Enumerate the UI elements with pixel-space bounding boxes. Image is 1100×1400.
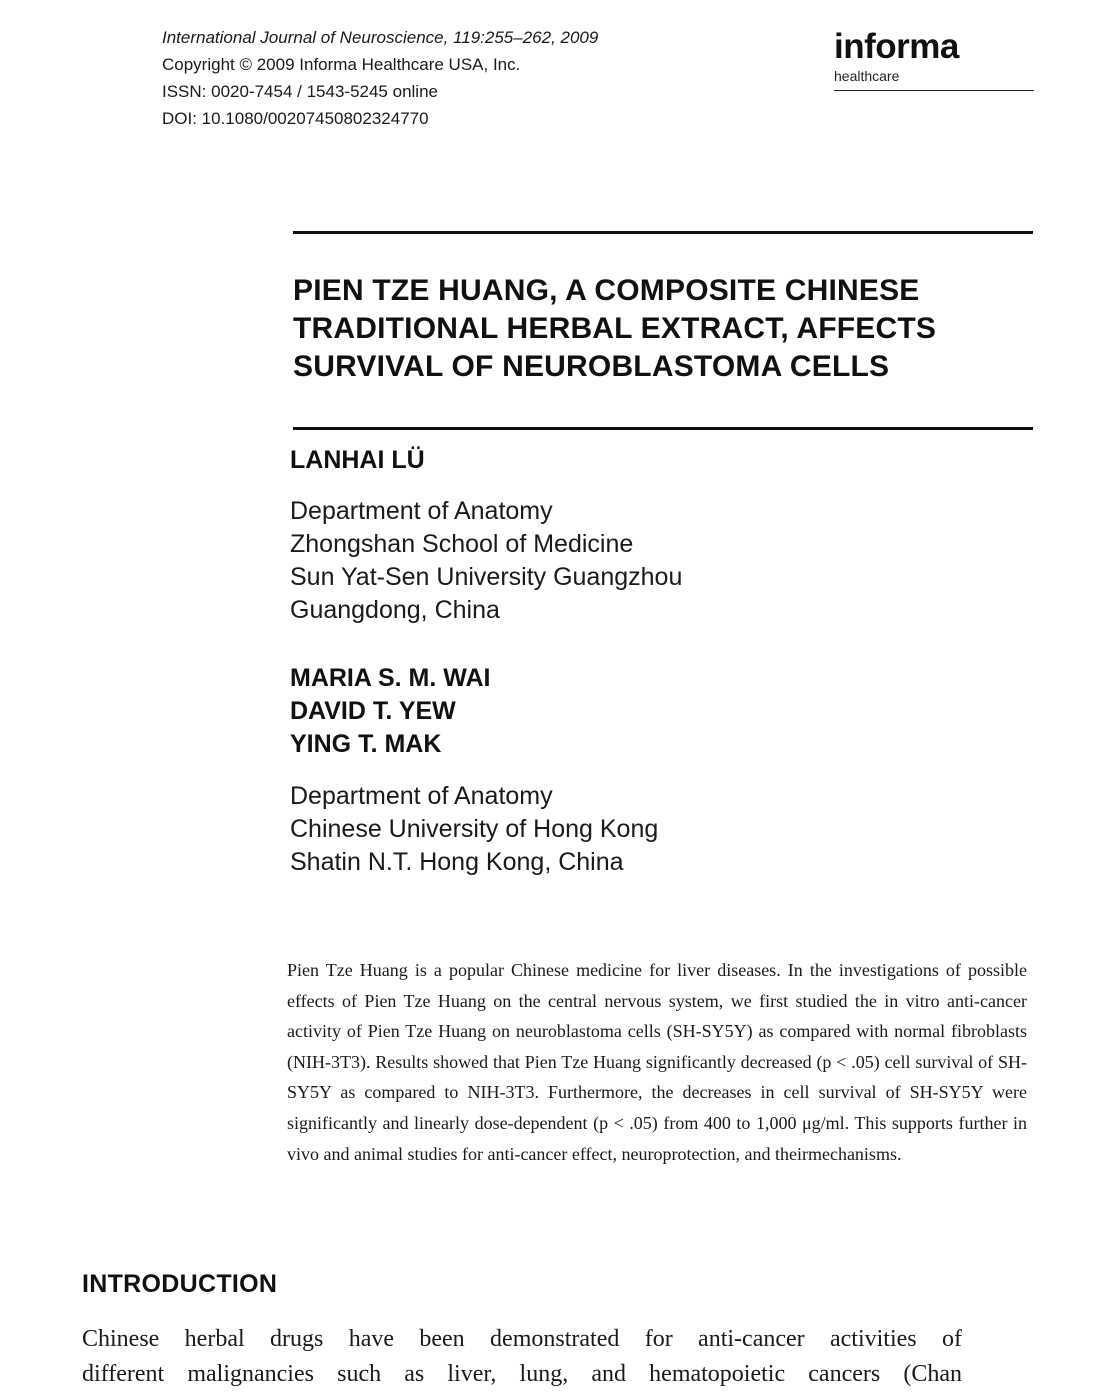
author-name: YING T. MAK bbox=[290, 730, 442, 758]
logo-underline bbox=[834, 90, 1034, 91]
logo-subtext: healthcare bbox=[834, 68, 900, 84]
article-title bbox=[293, 272, 1033, 386]
section-heading: INTRODUCTION bbox=[82, 1270, 278, 1298]
affiliation-line: Guangdong, China bbox=[290, 596, 500, 624]
author-name: MARIA S. M. WAI bbox=[290, 664, 491, 692]
body-text-line: different malignancies such as liver, lung, and hematopoietic cancers (Chan bbox=[82, 1361, 962, 1387]
author-affiliation bbox=[290, 780, 658, 879]
title-line: PIEN TZE HUANG, A COMPOSITE CHINESE bbox=[293, 274, 920, 307]
author-name: LANHAI LÜ bbox=[290, 446, 425, 474]
author-name: DAVID T. YEW bbox=[290, 697, 456, 725]
author-affiliation bbox=[290, 495, 682, 627]
logo-wordmark: informa bbox=[834, 27, 959, 66]
title-bottom-rule bbox=[293, 427, 1033, 430]
abstract-paragraph: Pien Tze Huang is a popular Chinese medicine for liver diseases. In the investigations of possible effects of Pien Tze Huang on the central nervous system, we first studied the in vitro anti-cancer activity of Pien Tze Huang on neuroblastoma cells (SH-SY5Y) as compared with normal fibroblasts (NIH-3T3). Results showed that Pien Tze Huang significantly decreased (p < .05) cell survival of SH-SY5Y as compared to NIH-3T3. Furthermore, the decreases in cell survival of SH-SY5Y were significantly and linearly dose-dependent (p < .05) from 400 to 1,000 μg/ml. This supports further in vivo and animal studies for anti-cancer effect, neuroprotection, and theirmechanisms. bbox=[287, 960, 1027, 1164]
affiliation-line: Chinese University of Hong Kong bbox=[290, 815, 659, 843]
body-text-line: Chinese herbal drugs have been demonstrated for anti-cancer activities of bbox=[82, 1326, 962, 1352]
affiliation-line: Department of Anatomy bbox=[290, 782, 553, 810]
publisher-logo bbox=[834, 28, 1034, 91]
copyright-line: Copyright © 2009 Informa Healthcare USA, Inc. bbox=[162, 55, 521, 74]
affiliation-line: Zhongshan School of Medicine bbox=[290, 530, 634, 558]
journal-citation: International Journal of Neuroscience, 119:255–262, 2009 bbox=[162, 28, 599, 47]
issn-line: ISSN: 0020-7454 / 1543-5245 online bbox=[162, 82, 438, 101]
title-top-rule bbox=[293, 231, 1033, 234]
intro-paragraph bbox=[82, 1322, 962, 1392]
affiliation-line: Department of Anatomy bbox=[290, 497, 553, 525]
doi-line: DOI: 10.1080/00207450802324770 bbox=[162, 109, 429, 128]
journal-metadata bbox=[162, 24, 598, 132]
affiliation-line: Sun Yat-Sen University Guangzhou bbox=[290, 563, 683, 591]
title-line: TRADITIONAL HERBAL EXTRACT, AFFECTS bbox=[293, 312, 937, 345]
title-line: SURVIVAL OF NEUROBLASTOMA CELLS bbox=[293, 350, 890, 383]
affiliation-line: Shatin N.T. Hong Kong, China bbox=[290, 848, 624, 876]
